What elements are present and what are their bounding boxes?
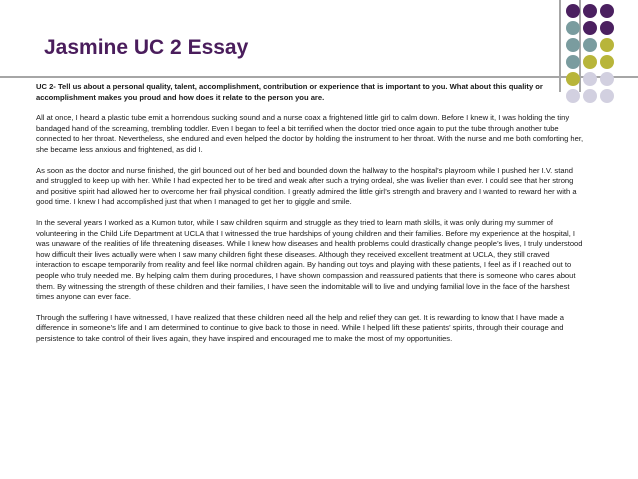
decor-dot [600,72,614,86]
decor-dot [583,4,597,18]
slide-title: Jasmine UC 2 Essay [44,36,249,59]
decor-dot [600,38,614,52]
decor-dot [600,55,614,69]
decor-dot [583,55,597,69]
decor-dot [583,21,597,35]
essay-paragraph-1: All at once, I heard a plastic tube emit a horrendous sucking sound and a nurse coax a frightened little girl to calm down. Before I knew it, I was holding the tiny bandaged hand of the screaming, trembling toddler. Even I began to feel a bit terrified when the doctor tried once again to put the tube through another tube connected to her throat. Nevertheless, she endured and even helped the doctor by holding the instrument to her throat. With the nurse and me both comforting her, she became less anxious and frightened, as did I. [36,113,584,154]
decor-dot [583,38,597,52]
essay-prompt: UC 2- Tell us about a personal quality, talent, accomplishment, contribution or experience that is important to you. What about this quality or accomplishment makes you proud and how does it relate to the person you are. [36,82,543,102]
decor-vertical-line-1 [559,0,561,92]
decor-horizontal-line [0,76,638,78]
decor-dot [600,21,614,35]
decor-dot [566,38,580,52]
decor-dot [600,89,614,103]
essay-paragraph-3: In the several years I worked as a Kumon tutor, while I saw children squirm and struggle as they tried to learn math skills, it was only during my summer of volunteering in the Child Life Department at UCLA that I witnessed the true hardships of young children and their families. Before my experience at the hospital, I was unaware of the realities of life threatening diseases. While I knew how diseases and health problems could drastically change people’s lives, I truly understood how difficult their lives actually were when I saw many children fight these diseases. Although they received excellent treatment at UCLA, they still craved interaction to escape temporarily from reality and feel like normal children again. By handing out toys and playing with these patients, I feel as if I reached out to people who truly needed me. By helping calm them during procedures, I have shown compassion and reassured patients that there is someone who cares about them. By witnessing the strength of these children and their families, I have seen the indomitable will to live and undying familial love in the face of the harshest times anyone can ever face. [36,217,583,302]
essay-paragraph-2: As soon as the doctor and nurse finished, the girl bounced out of her bed and bounded down the hallway to the hospital’s playroom while I pushed her I.V. stand and struggled to keep up with her. While I had expected her to be tired and weak after such a trying ordeal, she was livelier than ever. I could see that her strong and positive spirit had allowed her to overcome her frail physical condition. I greatly admired the little girl’s strength and bravery and I wanted to reward her with a good time. I knew I had accomplished just that when I managed to get her to giggle and smile. [36,165,577,207]
decor-dot [583,72,597,86]
decor-dot [566,4,580,18]
essay-paragraph-4: Through the suffering I have witnessed, I have realized that these children need all the help and relief they can get. It is rewarding to know that I have made a difference in someone’s life and I am determined to continue to give back to those in need. While I helped lift these patients’ spirits, through their courage and persistence to take control of their lives again, they have inspired and encouraged me to make the most of my opportunities. [36,312,564,343]
decor-dot [600,4,614,18]
decor-dot [566,55,580,69]
decor-dot [566,21,580,35]
decor-dot [583,89,597,103]
essay-body [36,82,584,354]
